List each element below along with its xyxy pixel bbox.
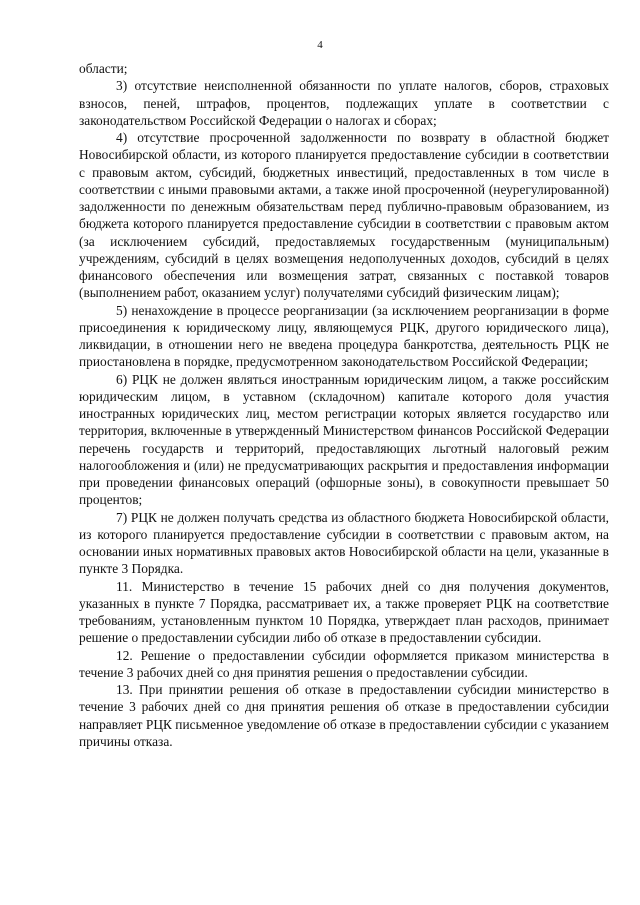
paragraph-item-3: 3) отсутствие неисполненной обязанности по уплате налогов, сборов, страховых взносов, пеней, штрафов, процентов, подлежащих уплате в соответствии с законодательством Российской Федерации о налогах и сборах;	[79, 78, 609, 128]
paragraph-clause-13: 13. При принятии решения об отказе в предоставлении субсидии министерство в течение 3 рабочих дней со дня принятия решения об отказе в предоставлении субсидии направляет РЦК письменное уведомление об отказе в предоставлении субсидии с указанием причины отказа.	[79, 682, 609, 749]
page-number: 4	[317, 39, 323, 51]
paragraph-item-7: 7) РЦК не должен получать средства из областного бюджета Новосибирской области, из которого планируется предоставление субсидии в соответствии с правовым актом, на основании иных нормативных правовых актов Новосибирской области на цели, указанные в пункте 3 Порядка.	[79, 509, 609, 577]
paragraph-continuation: области;	[79, 61, 128, 76]
paragraph-item-5: 5) ненахождение в процессе реорганизации (за исключением реорганизации в форме присоединения к юридическому лицу, являющемуся РЦК, другого юридического лица), ликвидации, в отношении него не введена процедура банкротства, деятельность РЦК не приостановлена в порядке, предусмотренном законодательством Российской Федерации;	[79, 302, 609, 370]
paragraph-clause-11: 11. Министерство в течение 15 рабочих дней со дня получения документов, указанных в пункте 7 Порядка, рассматривает их, а также проверяет РЦК на соответствие требованиям, установленным пунктом 10 Порядка, утверждает план расходов, принимает решение о предоставлении субсидии либо об отказе в предоставлении субсидии.	[79, 578, 609, 646]
paragraph-clause-12: 12. Решение о предоставлении субсидии оформляется приказом министерства в течение 3 рабочих дней со дня принятия решения о предоставлении субсидии.	[79, 647, 609, 680]
document-body	[79, 60, 609, 750]
paragraph-item-6: 6) РЦК не должен являться иностранным юридическим лицом, а также российским юридическим лицом, в уставном (складочном) капитале которого доля участия иностранных юридических лиц, местом регистрации которых является государство или территория, включенные в утвержденный Министерством финансов Российской Федерации перечень государств и территорий, предоставляющих льготный налоговый режим налогообложения и (или) не предусматривающих раскрытия и предоставления информации при проведении финансовых операций (офшорные зоны), в совокупности превышает 50 процентов;	[79, 371, 609, 508]
paragraph-item-4: 4) отсутствие просроченной задолженности по возврату в областной бюджет Новосибирской области, из которого планируется предоставление субсидии в соответствии с правовым актом, субсидий, бюджетных инвестиций, предоставленных в том числе в соответствии с иными правовыми актами, а также иной просроченной (неурегулированной) задолженности по денежным обязательствам перед публично-правовым образованием, из бюджета которого планируется предоставление субсидии в соответствии с правовым актом (за исключением субсидий, предоставляемых государственным (муниципальным) учреждениям, субсидий в целях возмещения недополученных доходов, субсидий в целях финансового обеспечения или возмещения затрат, связанных с поставкой товаров (выполнением работ, оказанием услуг) получателями субсидий физическим лицам);	[79, 130, 609, 301]
